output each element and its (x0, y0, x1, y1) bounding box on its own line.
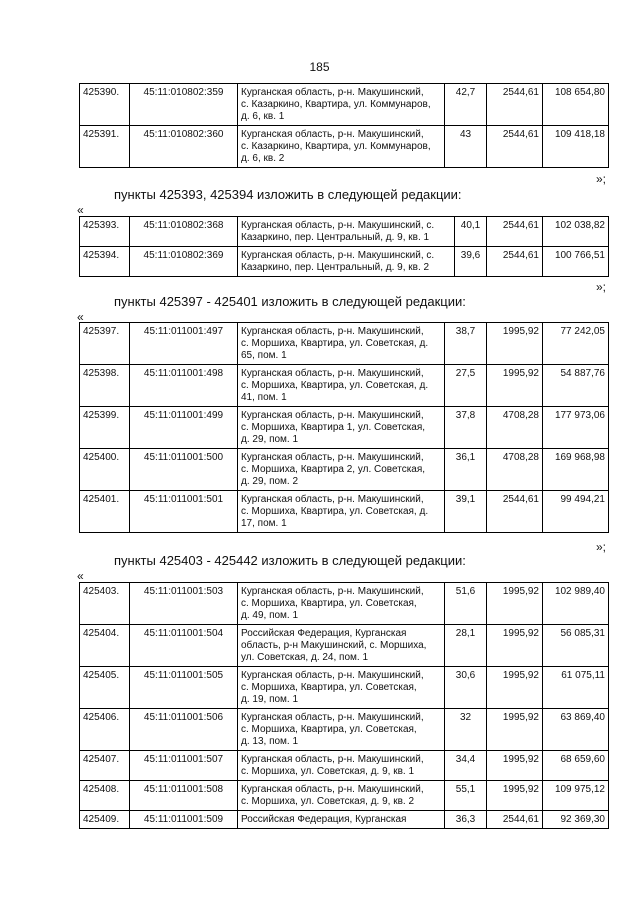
item-number-cell: 425390. (80, 84, 130, 126)
rate-cell: 4708,28 (487, 407, 543, 449)
cadastral-number-cell: 45:11:011001:504 (130, 625, 238, 667)
rate-cell: 1995,92 (487, 365, 543, 407)
property-table-0 (79, 83, 609, 168)
closing-quote-mark: »; (596, 172, 607, 186)
table-row (80, 709, 609, 751)
item-number-cell: 425403. (80, 583, 130, 625)
table-row (80, 365, 609, 407)
item-number-cell: 425393. (80, 217, 130, 247)
area-cell: 27,5 (445, 365, 487, 407)
area-cell: 34,4 (445, 751, 487, 781)
rate-cell: 1995,92 (487, 667, 543, 709)
cadastral-number-cell: 45:11:011001:497 (130, 323, 238, 365)
cadastral-number-cell: 45:11:011001:500 (130, 449, 238, 491)
table-row (80, 751, 609, 781)
address-cell (238, 667, 445, 709)
section-heading: пункты 425397 - 425401 изложить в следующей редакции: (114, 294, 466, 309)
cadastral-value-cell: 102 038,82 (543, 217, 609, 247)
cadastral-number-cell: 45:11:011001:508 (130, 781, 238, 811)
cadastral-number-cell: 45:11:011001:501 (130, 491, 238, 533)
rate-cell: 2544,61 (487, 217, 543, 247)
address-cell (238, 323, 445, 365)
table-row (80, 811, 609, 829)
item-number-cell: 425397. (80, 323, 130, 365)
address-line: Казаркино, пер. Центральный, д. 9, кв. 1 (241, 232, 430, 243)
address-cell (238, 247, 455, 277)
item-number-cell: 425400. (80, 449, 130, 491)
address-line: Курганская область, р-н. Макушинский, (241, 368, 424, 379)
cadastral-value-cell: 177 973,06 (543, 407, 609, 449)
cadastral-number-cell: 45:11:011001:503 (130, 583, 238, 625)
address-cell (238, 407, 445, 449)
section-heading: пункты 425393, 425394 изложить в следующей редакции: (114, 187, 462, 202)
opening-quote-mark: « (77, 310, 84, 324)
closing-quote-mark: »; (596, 540, 607, 554)
cadastral-number-cell: 45:11:011001:499 (130, 407, 238, 449)
item-number-cell: 425398. (80, 365, 130, 407)
address-line: Курганская область, р-н. Макушинский, (241, 129, 424, 140)
table-row (80, 491, 609, 533)
address-line: Курганская область, р-н. Макушинский, (241, 712, 424, 723)
address-line: д. 13, пом. 1 (241, 736, 299, 747)
rate-cell: 1995,92 (487, 323, 543, 365)
address-cell (238, 491, 445, 533)
address-line: с. Моршиха, Квартира, ул. Советская, (241, 682, 417, 693)
area-cell: 42,7 (445, 84, 487, 126)
address-line: д. 29, пом. 2 (241, 476, 299, 487)
address-line: с. Моршиха, ул. Советская, д. 9, кв. 1 (241, 766, 415, 777)
address-line: Курганская область, р-н. Макушинский, (241, 586, 424, 597)
address-cell (238, 751, 445, 781)
address-line: Курганская область, р-н. Макушинский, (241, 326, 424, 337)
area-cell: 39,6 (455, 247, 487, 277)
rate-cell: 2544,61 (487, 811, 543, 829)
cadastral-number-cell: 45:11:011001:498 (130, 365, 238, 407)
table-row (80, 323, 609, 365)
cadastral-value-cell: 99 494,21 (543, 491, 609, 533)
table-row (80, 84, 609, 126)
address-line: д. 6, кв. 2 (241, 153, 285, 164)
address-line: д. 49, пом. 1 (241, 610, 299, 621)
cadastral-value-cell: 63 869,40 (543, 709, 609, 751)
cadastral-value-cell: 108 654,80 (543, 84, 609, 126)
opening-quote-mark: « (77, 203, 84, 217)
address-line: Российская Федерация, Курганская (241, 814, 407, 825)
cadastral-value-cell: 109 975,12 (543, 781, 609, 811)
address-line: с. Казаркино, Квартира, ул. Коммунаров, (241, 141, 431, 152)
area-cell: 32 (445, 709, 487, 751)
area-cell: 30,6 (445, 667, 487, 709)
table-row (80, 407, 609, 449)
item-number-cell: 425394. (80, 247, 130, 277)
address-line: Курганская область, р-н. Макушинский, с. (241, 220, 435, 231)
address-line: с. Моршиха, Квартира, ул. Советская, д. (241, 338, 429, 349)
cadastral-number-cell: 45:11:011001:506 (130, 709, 238, 751)
address-line: Курганская область, р-н. Макушинский, (241, 784, 424, 795)
cadastral-value-cell: 61 075,11 (543, 667, 609, 709)
table-row (80, 781, 609, 811)
area-cell: 38,7 (445, 323, 487, 365)
item-number-cell: 425407. (80, 751, 130, 781)
address-line: д. 29, пом. 1 (241, 434, 299, 445)
table-row (80, 247, 609, 277)
address-line: с. Моршиха, Квартира 1, ул. Советская, (241, 422, 426, 433)
rate-cell: 1995,92 (487, 583, 543, 625)
address-line: Курганская область, р-н. Макушинский, (241, 494, 424, 505)
area-cell: 55,1 (445, 781, 487, 811)
cadastral-number-cell: 45:11:010802:359 (130, 84, 238, 126)
cadastral-value-cell: 92 369,30 (543, 811, 609, 829)
item-number-cell: 425404. (80, 625, 130, 667)
cadastral-value-cell: 109 418,18 (543, 126, 609, 168)
item-number-cell: 425391. (80, 126, 130, 168)
closing-quote-mark: »; (596, 280, 607, 294)
address-line: с. Моршиха, Квартира, ул. Советская, (241, 598, 417, 609)
cadastral-number-cell: 45:11:010802:369 (130, 247, 238, 277)
area-cell: 39,1 (445, 491, 487, 533)
property-table-1 (79, 216, 609, 277)
address-line: 41, пом. 1 (241, 392, 287, 403)
cadastral-number-cell: 45:11:010802:368 (130, 217, 238, 247)
rate-cell: 2544,61 (487, 126, 543, 168)
area-cell: 28,1 (445, 625, 487, 667)
opening-quote-mark: « (77, 569, 84, 583)
area-cell: 36,1 (445, 449, 487, 491)
rate-cell: 2544,61 (487, 247, 543, 277)
cadastral-value-cell: 102 989,40 (543, 583, 609, 625)
address-cell (238, 217, 455, 247)
table-row (80, 126, 609, 168)
rate-cell: 1995,92 (487, 781, 543, 811)
cadastral-number-cell: 45:11:011001:505 (130, 667, 238, 709)
page-number: 185 (309, 60, 330, 74)
cadastral-number-cell: 45:11:010802:360 (130, 126, 238, 168)
address-cell (238, 126, 445, 168)
area-cell: 51,6 (445, 583, 487, 625)
table-row (80, 625, 609, 667)
property-table-3 (79, 582, 609, 829)
rate-cell: 2544,61 (487, 84, 543, 126)
item-number-cell: 425408. (80, 781, 130, 811)
section-heading: пункты 425403 - 425442 изложить в следующей редакции: (114, 553, 466, 568)
address-cell (238, 365, 445, 407)
table-row (80, 667, 609, 709)
table-row (80, 583, 609, 625)
area-cell: 43 (445, 126, 487, 168)
rate-cell: 2544,61 (487, 491, 543, 533)
table-row (80, 449, 609, 491)
address-line: Курганская область, р-н. Макушинский, (241, 754, 424, 765)
address-line: с. Моршиха, Квартира, ул. Советская, д. (241, 380, 429, 391)
address-line: с. Моршиха, Квартира, ул. Советская, д. (241, 506, 429, 517)
address-line: д. 6, кв. 1 (241, 111, 285, 122)
area-cell: 40,1 (455, 217, 487, 247)
address-line: Курганская область, р-н. Макушинский, (241, 87, 424, 98)
area-cell: 37,8 (445, 407, 487, 449)
address-line: Курганская область, р-н. Макушинский, (241, 410, 424, 421)
address-line: с. Моршиха, Квартира, ул. Советская, (241, 724, 417, 735)
cadastral-value-cell: 56 085,31 (543, 625, 609, 667)
address-cell (238, 625, 445, 667)
address-line: Курганская область, р-н. Макушинский, (241, 670, 424, 681)
rate-cell: 1995,92 (487, 751, 543, 781)
address-line: с. Казаркино, Квартира, ул. Коммунаров, (241, 99, 431, 110)
cadastral-value-cell: 169 968,98 (543, 449, 609, 491)
rate-cell: 1995,92 (487, 709, 543, 751)
address-line: Казаркино, пер. Центральный, д. 9, кв. 2 (241, 262, 430, 273)
property-table-2 (79, 322, 609, 533)
address-cell (238, 781, 445, 811)
item-number-cell: 425406. (80, 709, 130, 751)
rate-cell: 4708,28 (487, 449, 543, 491)
table-row (80, 217, 609, 247)
address-line: с. Моршиха, Квартира 2, ул. Советская, (241, 464, 426, 475)
cadastral-value-cell: 100 766,51 (543, 247, 609, 277)
address-line: Курганская область, р-н. Макушинский, с. (241, 250, 435, 261)
item-number-cell: 425401. (80, 491, 130, 533)
cadastral-value-cell: 54 887,76 (543, 365, 609, 407)
address-line: 65, пом. 1 (241, 350, 287, 361)
address-cell (238, 811, 445, 829)
address-line: с. Моршиха, ул. Советская, д. 9, кв. 2 (241, 796, 415, 807)
cadastral-number-cell: 45:11:011001:509 (130, 811, 238, 829)
cadastral-value-cell: 68 659,60 (543, 751, 609, 781)
address-line: 17, пом. 1 (241, 518, 287, 529)
address-cell (238, 709, 445, 751)
address-cell (238, 449, 445, 491)
item-number-cell: 425405. (80, 667, 130, 709)
address-line: д. 19, пом. 1 (241, 694, 299, 705)
address-cell (238, 84, 445, 126)
address-line: область, р-н Макушинский, с. Моршиха, (241, 640, 427, 651)
area-cell: 36,3 (445, 811, 487, 829)
address-line: Российская Федерация, Курганская (241, 628, 407, 639)
item-number-cell: 425399. (80, 407, 130, 449)
cadastral-value-cell: 77 242,05 (543, 323, 609, 365)
address-line: Курганская область, р-н. Макушинский, (241, 452, 424, 463)
item-number-cell: 425409. (80, 811, 130, 829)
address-line: ул. Советская, д. 24, пом. 1 (241, 652, 369, 663)
cadastral-number-cell: 45:11:011001:507 (130, 751, 238, 781)
rate-cell: 1995,92 (487, 625, 543, 667)
address-cell (238, 583, 445, 625)
